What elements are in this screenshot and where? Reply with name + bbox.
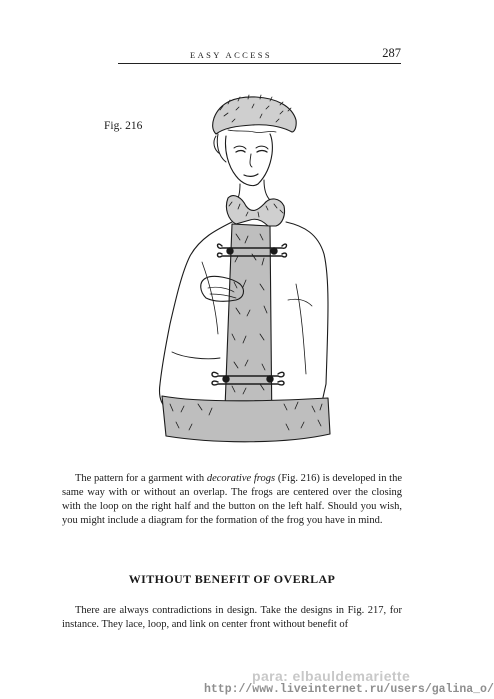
page-header <box>118 46 401 68</box>
fur-collar <box>226 196 284 226</box>
italic-term: decorative frogs <box>206 473 276 484</box>
face-outline <box>225 134 272 186</box>
page-number: 287 <box>382 46 401 60</box>
body-paragraph-1 <box>62 472 402 528</box>
fur-hem <box>162 396 330 442</box>
body-paragraph-2: There are always contradictions in design. Take the designs in Fig. 217, for instance. They lace, loop, and link on center front without benefit of <box>62 605 402 630</box>
figure-label: Fig. 216 <box>104 120 143 132</box>
watermark-url: http://www.liveinternet.ru/users/galina_o/ <box>204 683 494 696</box>
paragraph-1-start: The pattern for a garment with <box>75 473 207 484</box>
running-head: EASY ACCESS <box>190 50 273 60</box>
section-heading: WITHOUT BENEFIT OF OVERLAP <box>128 572 336 586</box>
watermark-line-1: para: elbauldemariette <box>252 668 411 684</box>
paragraph-1-rest: (Fig. 216) is developed in the same way with or without an overlap. The frogs are centered over the closing with the loop on the right half and the button on the left half. Should you wish, you might include a diagram for the formation of the frog you have in mind. <box>62 473 403 526</box>
fashion-illustration-icon <box>136 84 368 464</box>
header-rule <box>118 63 401 64</box>
